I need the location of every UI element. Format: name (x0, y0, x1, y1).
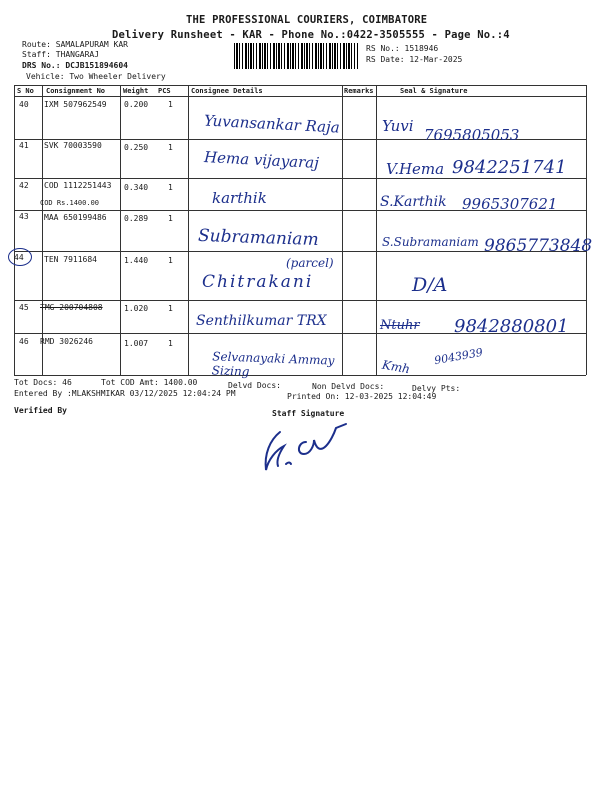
vehicle-label: Vehicle: Two Wheeler Delivery (26, 72, 166, 81)
delivered-docs: Delvd Docs: (228, 381, 281, 390)
row-signature-name: S.Karthik (380, 194, 447, 210)
row-consignment: RMD 3026246 (40, 337, 93, 346)
row-sno: 41 (19, 141, 29, 150)
row-consignment: IXM 507962549 (44, 100, 107, 109)
non-delivered-docs: Non Delvd Docs: (312, 382, 385, 391)
barcode-image (234, 43, 358, 69)
row-consignee-handwriting: Subramaniam (197, 225, 319, 251)
company-title: THE PROFESSIONAL COURIERS, COIMBATORE (186, 14, 428, 26)
row-pcs: 1 (168, 214, 173, 223)
row-consignee-handwriting: Hema vijayaraj (203, 148, 320, 172)
entered-by: Entered By :MLAKSHMIKAR 03/12/2025 12:04:24 PM (14, 389, 236, 398)
verified-by-label: Verified By (14, 406, 67, 415)
col-consignee-header: Consignee Details (191, 87, 263, 95)
row-pcs: 1 (168, 304, 173, 313)
staff-signature-label: Staff Signature (272, 409, 345, 418)
row-signature-name: V.Hema (386, 160, 445, 178)
rs-number: RS No.: 1518946 (366, 44, 439, 53)
drs-number: DRS No.: DCJB151894604 (22, 61, 128, 70)
row-signature-name: S.Subramaniam (382, 235, 479, 249)
staff-signature-image (250, 420, 360, 480)
col-pcs-header: PCS (158, 87, 171, 95)
printed-on: Printed On: 12-03-2025 12:04:49 (287, 392, 437, 401)
row-consignee-handwriting: Selvanayaki Ammay Sizing (211, 349, 335, 379)
col-remarks-header: Remarks (344, 87, 374, 95)
row-signature-phone: 9842251741 (452, 157, 567, 178)
row-sno: 43 (19, 212, 29, 221)
row-pcs: 1 (168, 339, 173, 348)
row-consignment: SVK 70003590 (44, 141, 102, 150)
row-consignment: TMG 200704808 (40, 303, 103, 312)
row-sno: 40 (19, 100, 29, 109)
row-cod-amount: COD Rs.1400.00 (40, 199, 100, 207)
total-docs: Tot Docs: 46 (14, 378, 72, 387)
row-signature-phone: D/A (412, 274, 448, 296)
row-signature-phone: 9965307621 (462, 195, 558, 213)
delivery-points: Delvy Pts: (412, 384, 461, 393)
row-signature-phone: 9842880801 (454, 316, 569, 337)
row-consignee-handwriting: Yuvansankar Raja (203, 111, 341, 137)
row-consignee-handwriting: Senthilkumar TRX (196, 313, 327, 329)
row-consignment: COD 1112251443 (44, 181, 112, 190)
row-weight: 1.007 (124, 339, 149, 348)
row-consignment: MAA 650199486 (44, 213, 107, 222)
col-seal-header: Seal & Signature (400, 87, 468, 95)
row-weight: 0.250 (124, 143, 149, 152)
row-pcs: 1 (168, 100, 173, 109)
row-pcs: 1 (168, 143, 173, 152)
col-consignment-header: Consignment No (46, 87, 106, 95)
row-signature-phone: 7695805053 (424, 126, 520, 144)
staff-label: Staff: THANGARAJ (22, 50, 100, 59)
total-cod: Tot COD Amt: 1400.00 (101, 378, 198, 387)
col-weight-header: Weight (123, 87, 149, 95)
row-weight: 0.200 (124, 100, 149, 109)
row-weight: 0.340 (124, 183, 149, 192)
row-consignee-handwriting: Chitrakani (202, 272, 314, 292)
row-pcs: 1 (168, 256, 173, 265)
row-sno: 44 (14, 253, 24, 262)
row-signature-phone: 9043939 (433, 345, 484, 368)
rs-date: RS Date: 12-Mar-2025 (366, 55, 463, 64)
row-weight: 1.020 (124, 304, 149, 313)
row-sno: 46 (19, 337, 29, 346)
row-weight: 0.289 (124, 214, 149, 223)
row-consignee-handwriting: karthik (212, 189, 267, 207)
row-sno: 42 (19, 181, 29, 190)
row-signature-name: Yuvi (382, 117, 414, 135)
runsheet-subtitle: Delivery Runsheet - KAR - Phone No.:0422-3505555 - Page No.:4 (112, 29, 510, 41)
row-sno: 45 (19, 303, 29, 312)
col-sno-header: S No (17, 87, 34, 95)
row-signature-name: Kmh (380, 357, 412, 377)
row-consignee-note: (parcel) (286, 256, 334, 270)
row-pcs: 1 (168, 183, 173, 192)
row-signature-phone: 9865773848 (484, 236, 593, 256)
row-signature-name: Ntuhr (380, 318, 420, 333)
row-weight: 1.440 (124, 256, 149, 265)
row-consignment: TEN 7911684 (44, 255, 97, 264)
route-label: Route: SAMALAPURAM KAR (22, 40, 128, 49)
